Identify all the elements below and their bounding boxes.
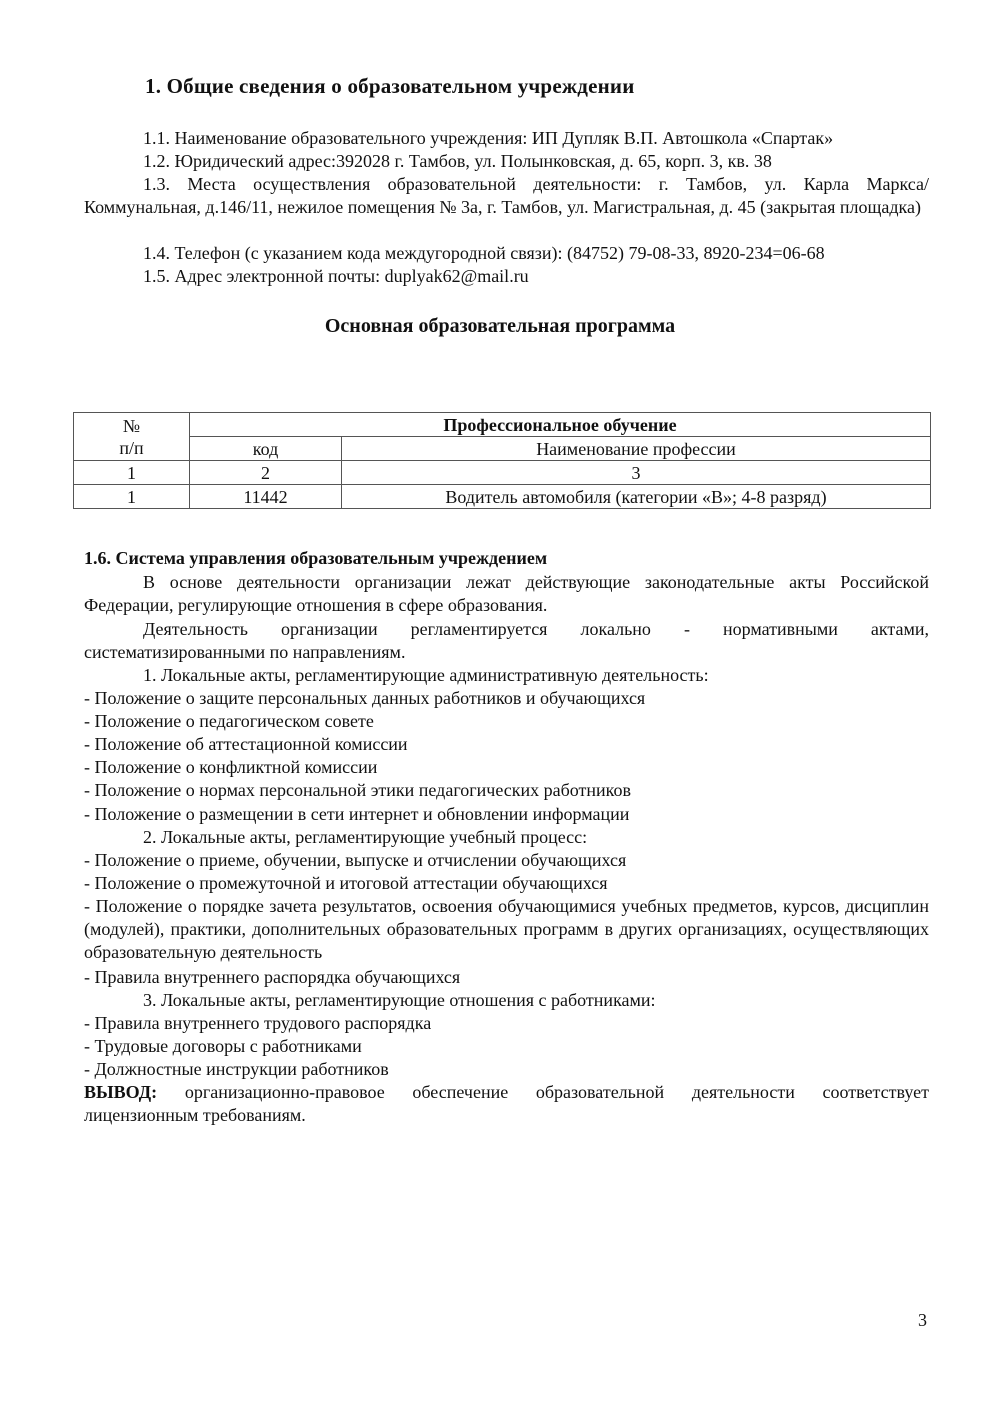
item-1-3-text: 1.3. Места осуществления образовательной деятельности: г. Тамбов, ул. Карла Маркса/Коммунальная, д.146/11, нежилое помещения № 3а, г. Тамбов, ул. Магистральная, д. 45 (закрытая площадка) [84, 174, 929, 217]
header-num-line1: № [122, 415, 141, 436]
list-item: - Положение о приеме, обучении, выпуске и отчислении обучающихся [84, 850, 627, 870]
list-item: - Трудовые договоры с работниками [84, 1036, 362, 1056]
para-2-text: Деятельность организации регламентируется локально - нормативными актами, систематизированными по направлениям. [84, 619, 929, 662]
group-3-heading: 3. Локальные акты, регламентирующие отношения с работниками: [143, 990, 656, 1010]
index-cell: 3 [342, 461, 931, 485]
group-1-heading: 1. Локальные акты, регламентирующие административную деятельность: [143, 665, 709, 685]
header-num [74, 413, 190, 461]
conclusion [84, 1081, 929, 1127]
section-1-title: 1. Общие сведения о образовательном учреждении [145, 74, 635, 98]
section-1-6-title: 1.6. Система управления образовательным учреждением [84, 548, 548, 568]
list-item: - Положение о конфликтной комиссии [84, 757, 378, 777]
table-row [74, 485, 931, 509]
list-item: - Положение о порядке зачета результатов, освоения обучающимися учебных предметов, курсов, дисциплин (модулей), практики, дополнительных образовательных программ в других организациях, осуществляющих образовательную деятельность [84, 896, 929, 962]
para-1-text: В основе деятельности организации лежат действующие законодательные акты Российской Федерации, регулирующие отношения в сфере образования. [84, 572, 929, 615]
page-number: 3 [918, 1310, 927, 1330]
list-item: - Положение о педагогическом совете [84, 711, 374, 731]
para-1 [84, 571, 929, 617]
index-cell: 2 [190, 461, 342, 485]
list-item: - Правила внутреннего распорядка обучающихся [84, 967, 461, 987]
group-2-heading: 2. Локальные акты, регламентирующие учебный процесс: [143, 827, 588, 847]
item-1-5: 1.5. Адрес электронной почты: duplyak62@mail.ru [143, 266, 529, 286]
list-item: - Положение о нормах персональной этики педагогических работников [84, 780, 632, 800]
conclusion-label: ВЫВОД: [84, 1082, 158, 1102]
item-1-4: 1.4. Телефон (с указанием кода междугородной связи): (84752) 79-08-33, 8920-234=06-68 [143, 243, 825, 263]
item-1-3 [84, 173, 929, 219]
conclusion-text: организационно-правовое обеспечение образовательной деятельности соответствует лицензионным требованиям. [84, 1082, 929, 1125]
program-title: Основная образовательная программа [324, 315, 676, 337]
list-item: - Положение об аттестационной комиссии [84, 734, 408, 754]
item-1-1: 1.1. Наименование образовательного учреждения: ИП Дупляк В.П. Автошкола «Спартак» [143, 128, 834, 148]
list-item: - Положение о промежуточной и итоговой аттестации обучающихся [84, 873, 608, 893]
row-code: 11442 [190, 485, 342, 509]
row-num: 1 [74, 485, 190, 509]
header-num-line2: п/п [119, 437, 144, 458]
list-item: - Должностные инструкции работников [84, 1059, 389, 1079]
index-row [74, 461, 931, 485]
list-item: - Правила внутреннего трудового распорядка [84, 1013, 432, 1033]
item-1-2: 1.2. Юридический адрес:392028 г. Тамбов, ул. Полынковская, д. 65, корп. 3, кв. 38 [143, 151, 772, 171]
header-code: код [190, 437, 342, 461]
index-cell: 1 [74, 461, 190, 485]
header-name: Наименование профессии [342, 437, 931, 461]
para-2 [84, 618, 929, 664]
header-group: Профессиональное обучение [190, 413, 931, 437]
row-name: Водитель автомобиля (категории «В»; 4-8 разряд) [342, 485, 931, 509]
program-table [73, 412, 931, 509]
list-item: - Положение о размещении в сети интернет и обновлении информации [84, 804, 630, 824]
list-item: - Положение о защите персональных данных работников и обучающихся [84, 688, 646, 708]
